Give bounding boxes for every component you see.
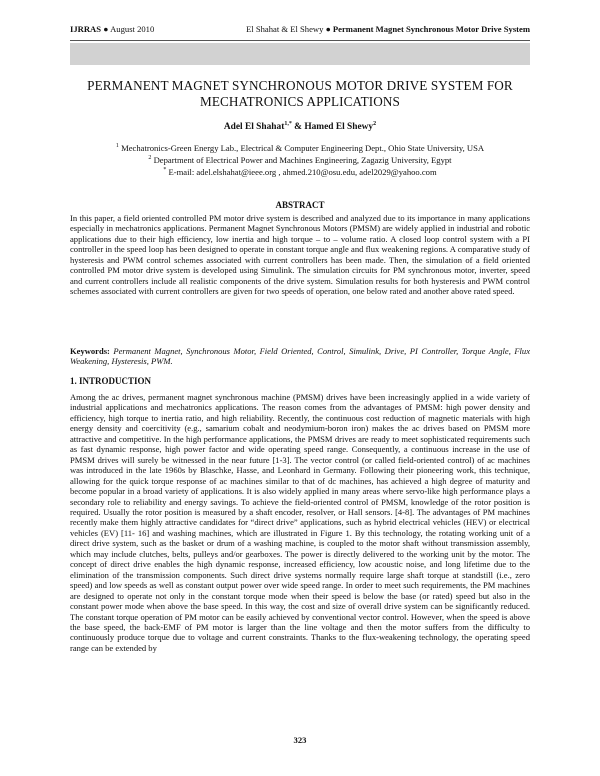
author-name: Adel El Shahat [223, 122, 285, 132]
abstract-body: In this paper, a field oriented controlled PM motor drive system is described and analyzed due to its importance in many applications especially in mechatronics applications. Permanent Magnet Synchronous Motors (PMSM) are widely applied in industrial and robotic applications due to their high efficiency, low inertia and high torque – to – volume ratio. A closed loop control system with a PI controller in the speed loop has been designed to operate in constant torque angle and flux weakening regions. A comparative study of hysteresis and PWM control schemes associated with current controllers has been made. Then, the simulation of a field oriented controlled PM motor drive system is developed using Simulink. The simulation circuits for PM synchronous motor, inverter, speed and current controllers include all realistic components of the drive system. Simulation results for both hysteresis and PWM control schemes associated with current controllers are given for two speeds of operation, one below rated and another above rated speed. [70, 213, 530, 297]
header-divider [70, 40, 530, 41]
page-number: 323 [293, 735, 307, 745]
title-line: MECHATRONICS APPLICATIONS [200, 94, 400, 109]
affiliation-2: $^2$ Department of Electrical Power and Machines Engineering, Zagazig University, Egypt [148, 155, 452, 165]
author-line: Adel El Shahat$^{1,*}$ & Hamed El Shewy$^2$ [223, 120, 377, 132]
section-heading-introduction: 1. INTRODUCTION [70, 376, 152, 386]
title-line: PERMANENT MAGNET SYNCHRONOUS MOTOR DRIVE SYSTEM FOR [87, 78, 513, 93]
header-journal-info: IJRRAS ● August 2010 [70, 24, 155, 34]
introduction-body: Among the ac drives, permanent magnet synchronous machine (PMSM) drives have been increasingly applied in a wide variety of industrial applications and mechatronics applications. The reason comes from the advantages of PMSM: high power density and efficiency, high torque to inertia ratio, and high reliability. Recently, the continuous cost reduction of magnetic materials with high energy density and coercitivity (e.g., samarium cobalt and neodymium-boron iron) makes the ac drives based on PMSM more attractive and competitive. In the high performance applications, the PMSM drives are ready to meet sophisticated requirements such as fast dynamic response, high power factor and wide operating speed range. Consequently, a continuous increase in the use of PMSM drives will surely be witnessed in the near future [1-3]. The vector control (or called field-oriented control) of ac machines was introduced in the late 1960s by Blaschke, Hasse, and Leonhard in Germany. Following their pioneering work, this technique, allowing for the quick torque response of ac machines similar to that of dc machines, has achieved a high degree of maturity and become popular in a broad variety of applications. It is also widely applied in many areas where servo-like high performance plays a secondary role to reliability and energy savings. To achieve the field-oriented control of PMSM, knowledge of the rotor position is required. Usually the rotor position is measured by a shaft encoder, resolver, or Hall sensors. [4-8]. The advantages of PM machines recently make them highly attractive candidates for “direct drive” applications, such as hybrid electrical vehicles (HEV) or electrical vehicles (EV) [11- 16] and washing machines, which are illustrated in Figure 1. By this technology, the rotating working unit of a direct drive system, such as the basket or drum of a washing machine, is coupled to the motor shaft without transmission assembly, which may include clutches, belts, pulleys and/or gearboxes. The power is directly delivered to the working unit by the motor. The concept of direct drive enables the high dynamic response, increased efficiency, low acoustic noise, and long lifetime due to the elimination of the transmission components. Such direct drive systems normally require large shaft torque at standstill (i.e., zero speed) and low speeds as well as constant output power over wide speed range. In order to meet such requirements, the PM machines are designed to operate not only in the constant torque mode when their speed is below the base (or rated) speed but also in the constant power mode when above the base speed. In this way, the cost and size of overall drive system can be significantly reduced. The constant torque operation of PM motor can be easily achieved by conventional vector control. However, when the speed is above the base speed, the back-EMF of PM motor is larger than the line voltage and then the motor suffers from the difficulty to continuously produce torque due to voltage and current constraints. Thanks to the flux-weakening technology, the operating speed range can be extended by [70, 392, 530, 653]
abstract-heading: ABSTRACT [275, 200, 325, 210]
affiliation-1: $^1$ Mechatronics-Green Energy Lab., Electrical & Computer Engineering Dept., Ohio State University, USA [115, 143, 485, 153]
keywords: Keywords: Permanent Magnet, Synchronous Motor, Field Oriented, Control, Simulink, Drive, PI Controller, Torque Angle, Flux Weakening, Hysteresis, PWM. [70, 346, 530, 367]
contact-email: * E-mail: adel.elshahat@ieee.org , ahmed.210@osu.edu, adel2029@yahoo.com [163, 167, 437, 177]
header-shaded-band [70, 43, 530, 65]
header-running-title: El Shahat & El Shewy ● Permanent Magnet Synchronous Motor Drive System [246, 24, 530, 34]
paper-title [60, 78, 540, 110]
running-header [70, 24, 530, 38]
author-name: Hamed El Shewy [304, 122, 374, 132]
